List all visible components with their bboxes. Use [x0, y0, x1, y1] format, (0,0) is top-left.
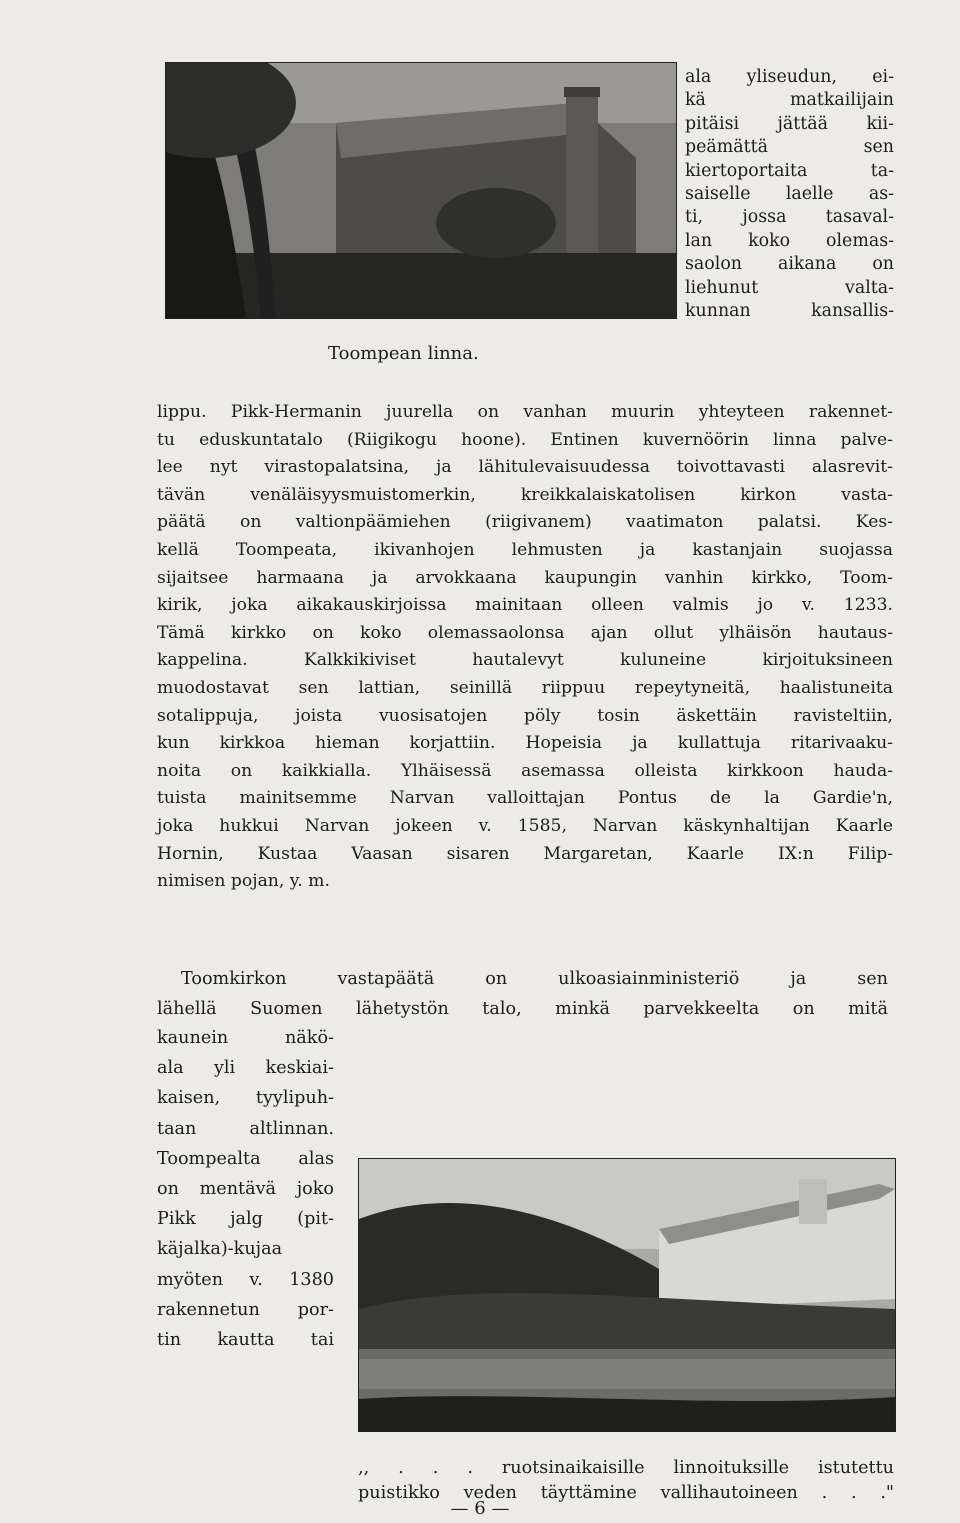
page-number: — 6 —	[450, 1498, 510, 1519]
text-line: nimisen pojan, y. m.	[157, 871, 330, 892]
photo2-caption-line1: ,, . . . ruotsinaikaisille linnoituksille istutettu	[358, 1458, 894, 1478]
text-line: kunnan kansallis-	[685, 301, 894, 322]
photo1-caption: Toompean linna.	[328, 343, 479, 364]
text-line: päätä on valtionpäämiehen (riigivanem) vaatimaton palatsi. Kes-	[157, 512, 893, 533]
text-line: muodostavat sen lattian, seinillä riippuu repeytyneitä, haalistuneita	[157, 677, 893, 698]
text-line: käjalka)-kujaa	[157, 1239, 283, 1260]
text-line: Tämä kirkko on koko olemassaolonsa ajan ollut ylhäisön hautaus-	[157, 622, 893, 643]
text-line: lähellä Suomen lähetystön talo, minkä parvekkeelta on mitä	[157, 999, 888, 1019]
text-line: kappelina. Kalkkikiviset hautalevyt kuluneine kirjoituksineen	[157, 650, 893, 671]
park-moat-photo-illustration	[359, 1159, 895, 1431]
text-line: kä matkailijain	[685, 90, 894, 111]
text-line: tin kautta tai	[157, 1330, 334, 1351]
text-line: liehunut valta-	[685, 277, 894, 298]
main-paragraph	[157, 399, 893, 896]
text-line: sijaitsee harmaana ja arvokkaana kaupungin vanhin kirkko, Toom-	[157, 567, 893, 588]
right-column-text	[685, 66, 894, 323]
second-paragraph	[157, 964, 888, 1024]
text-line: Pikk jalg (pit-	[157, 1209, 334, 1230]
text-line: kiertoportaita ta-	[685, 160, 894, 181]
text-line: ala yli keskiai-	[157, 1058, 334, 1079]
left-column-text	[157, 1023, 334, 1355]
text-line: myöten v. 1380	[157, 1269, 334, 1290]
text-line: joka hukkui Narvan jokeen v. 1585, Narvan käskynhaltijan Kaarle	[157, 815, 893, 836]
text-line: rakennetun por-	[157, 1299, 334, 1320]
park-moat-photo	[358, 1158, 896, 1432]
text-line: Hornin, Kustaa Vaasan sisaren Margaretan, Kaarle IX:n Filip-	[157, 843, 893, 864]
text-line: taan altlinnan.	[157, 1118, 334, 1139]
castle-photo	[165, 62, 677, 319]
text-line: saiselle laelle as-	[685, 184, 894, 205]
text-line: ala yliseudun, ei-	[685, 67, 894, 87]
text-line: lan koko olemas-	[685, 230, 894, 251]
text-line: pitäisi jättää kii-	[685, 113, 894, 134]
text-line: lippu. Pikk-Hermanin juurella on vanhan muurin yhteyteen rakennet-	[157, 402, 893, 422]
text-line: tuista mainitsemme Narvan valloittajan Pontus de la Gardie'n,	[157, 788, 893, 809]
text-line: peämättä sen	[685, 137, 894, 158]
text-line: Toomkirkon vastapäätä on ulkoasiainministeriö ja sen	[181, 969, 888, 989]
text-line: ti, jossa tasaval-	[685, 207, 894, 228]
photo2-caption-line2: puistikko veden täyttämine vallihautoineen . . ."	[358, 1483, 894, 1503]
text-line: lee nyt virastopalatsina, ja lähitulevaisuudessa toivottavasti alasrevit-	[157, 457, 893, 478]
text-line: kun kirkkoa hieman korjattiin. Hopeisia ja kullattuja ritarivaaku-	[157, 733, 893, 754]
text-line: tu eduskuntatalo (Riigikogu hoone). Entinen kuvernöörin linna palve-	[157, 429, 893, 450]
text-line: Toompealta alas	[157, 1148, 334, 1169]
castle-photo-illustration	[166, 63, 676, 318]
text-line: saolon aikana on	[685, 254, 894, 275]
text-line: kellä Toompeata, ikivanhojen lehmusten ja kastanjain suojassa	[157, 539, 893, 560]
text-line: kirik, joka aikakauskirjoissa mainitaan olleen valmis jo v. 1233.	[157, 595, 893, 616]
text-line: kaisen, tyylipuh-	[157, 1088, 334, 1109]
text-line: kaunein näkö-	[157, 1028, 334, 1048]
text-line: on mentävä joko	[157, 1179, 334, 1200]
text-line: tävän venäläisyysmuistomerkin, kreikkalaiskatolisen kirkon vasta-	[157, 484, 893, 505]
text-line: noita on kaikkialla. Ylhäisessä asemassa olleista kirkkoon hauda-	[157, 760, 893, 781]
text-line: sotalippuja, joista vuosisatojen pöly tosin äskettäin ravisteltiin,	[157, 705, 893, 726]
